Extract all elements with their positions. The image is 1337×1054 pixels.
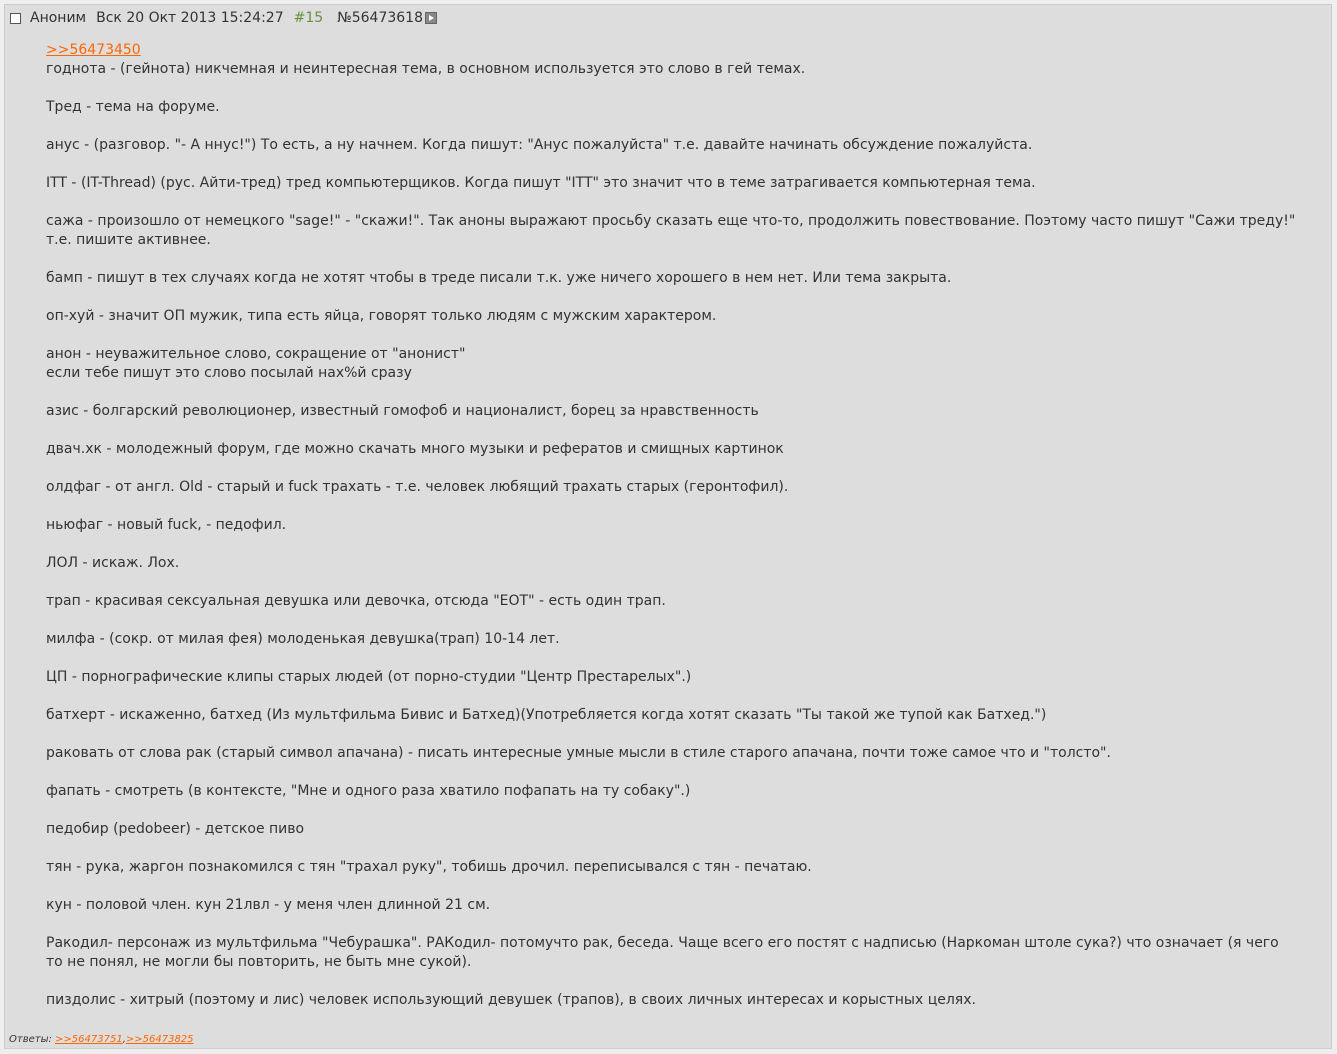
- reply-links: >>56473751,>>56473825: [55, 1034, 194, 1045]
- post-body: [46, 41, 1306, 1010]
- post-paragraph: фапать - смотреть (в контексте, "Мне и одного раза хватило пофапать на ту собаку".): [46, 783, 691, 799]
- post-paragraph: бамп - пишут в тех случаях когда не хотят чтобы в треде писали т.к. уже ничего хорошего в нем нет. Или тема закрыта.: [46, 270, 952, 286]
- post-paragraph: анус - (разговор. "- А ннус!") То есть, а ну начнем. Когда пишут: "Анус пожалуйста" т.е. давайте начинать обсуждение пожалуйста.: [46, 137, 1033, 153]
- post-date: Вск 20 Окт 2013 15:24:27: [96, 10, 284, 26]
- post: [4, 4, 1332, 1049]
- post-paragraph: кун - половой член. кун 21лвл - у меня член длинной 21 см.: [46, 897, 491, 913]
- post-paragraph: ЛОЛ - искаж. Лох.: [46, 555, 180, 571]
- post-number[interactable]: №56473618: [337, 10, 423, 26]
- post-paragraph: сажа - произошло от немецкого "sage!" - "скажи!". Так аноны выражают просьбу сказать еще что-то, продолжить повествование. Поэтому часто пишут "Сажи треду!" т.е. пишите активнее.: [46, 213, 1296, 248]
- post-paragraph: ЦП - порнографические клипы старых людей (от порно-студии "Центр Престарелых".): [46, 669, 692, 685]
- post-paragraph: двач.хк - молодежный форум, где можно скачать много музыки и рефератов и смищных картинок: [46, 441, 784, 457]
- post-paragraph: милфа - (сокр. от милая фея) молоденькая девушка(трап) 10-14 лет.: [46, 631, 560, 647]
- reply-to-link[interactable]: >>56473450: [46, 42, 141, 58]
- post-paragraph: анон - неуважительное слово, сокращение от "анонист" если тебе пишут это слово посылай нах%й сразу: [46, 346, 466, 381]
- post-paragraph: трап - красивая сексуальная девушка или девочка, отсюда "ЕОТ" - есть один трап.: [46, 593, 666, 609]
- post-paragraph: пиздолис - хитрый (поэтому и лис) человек использующий девушек (трапов), в своих личных интересах и корыстных целях.: [46, 992, 976, 1008]
- post-paragraph: олдфаг - от англ. Old - старый и fuck трахать - т.е. человек любящий трахать старых (геронтофил).: [46, 479, 789, 495]
- post-paragraph: азис - болгарский революционер, известный гомофоб и националист, борец за нравственность: [46, 403, 759, 419]
- post-paragraph: раковать от слова рак (старый символ апачана) - писать интересные умные мысли в стиле старого апачана, почти тоже самое что и "толсто".: [46, 745, 1111, 761]
- post-text: [46, 60, 1306, 1010]
- play-icon[interactable]: [425, 12, 437, 24]
- post-paragraph: педобир (pedobeer) - детское пиво: [46, 821, 305, 837]
- replies-footer: [9, 1033, 194, 1047]
- post-paragraph: Тред - тема на форуме.: [46, 99, 220, 115]
- post-paragraph: оп-хуй - значит ОП мужик, типа есть яйца, говорят только людям с мужским характером.: [46, 308, 717, 324]
- poster-name: Аноним: [30, 10, 87, 26]
- reply-link[interactable]: >>56473825: [125, 1034, 194, 1045]
- post-paragraph: батхерт - искаженно, батхед (Из мультфильма Бивис и Батхед)(Употребляется когда хотят сказать "Ты такой же тупой как Батхед."): [46, 707, 1047, 723]
- post-header: [10, 9, 437, 27]
- checkbox-icon[interactable]: [10, 13, 21, 24]
- replies-label: Ответы:: [9, 1034, 52, 1045]
- reply-link[interactable]: >>56473751: [55, 1034, 123, 1045]
- post-paragraph: тян - рука, жаргон познакомился с тян "трахал руку", тобишь дрочил. переписывался с тян - печатаю.: [46, 859, 812, 875]
- post-index: #15: [293, 10, 324, 26]
- post-paragraph: ITT - (IT-Thread) (рус. Айти-тред) тред компьютерщиков. Когда пишут "ITT" это значит что в теме затрагивается компьютерная тема.: [46, 175, 1036, 191]
- post-paragraph: Ракодил- персонаж из мультфильма "Чебурашка". РАКодил- потомучто рак, беседа. Чаще всего его постят с надписью (Наркоман штоле сука?) что означает (я чего то не понял, не могли бы повторить, не быть мне сукой).: [46, 935, 1279, 970]
- post-paragraph: годнота - (гейнота) никчемная и неинтересная тема, в основном используется это слово в гей темах.: [46, 61, 806, 77]
- post-paragraph: ньюфаг - новый fuck, - педофил.: [46, 517, 287, 533]
